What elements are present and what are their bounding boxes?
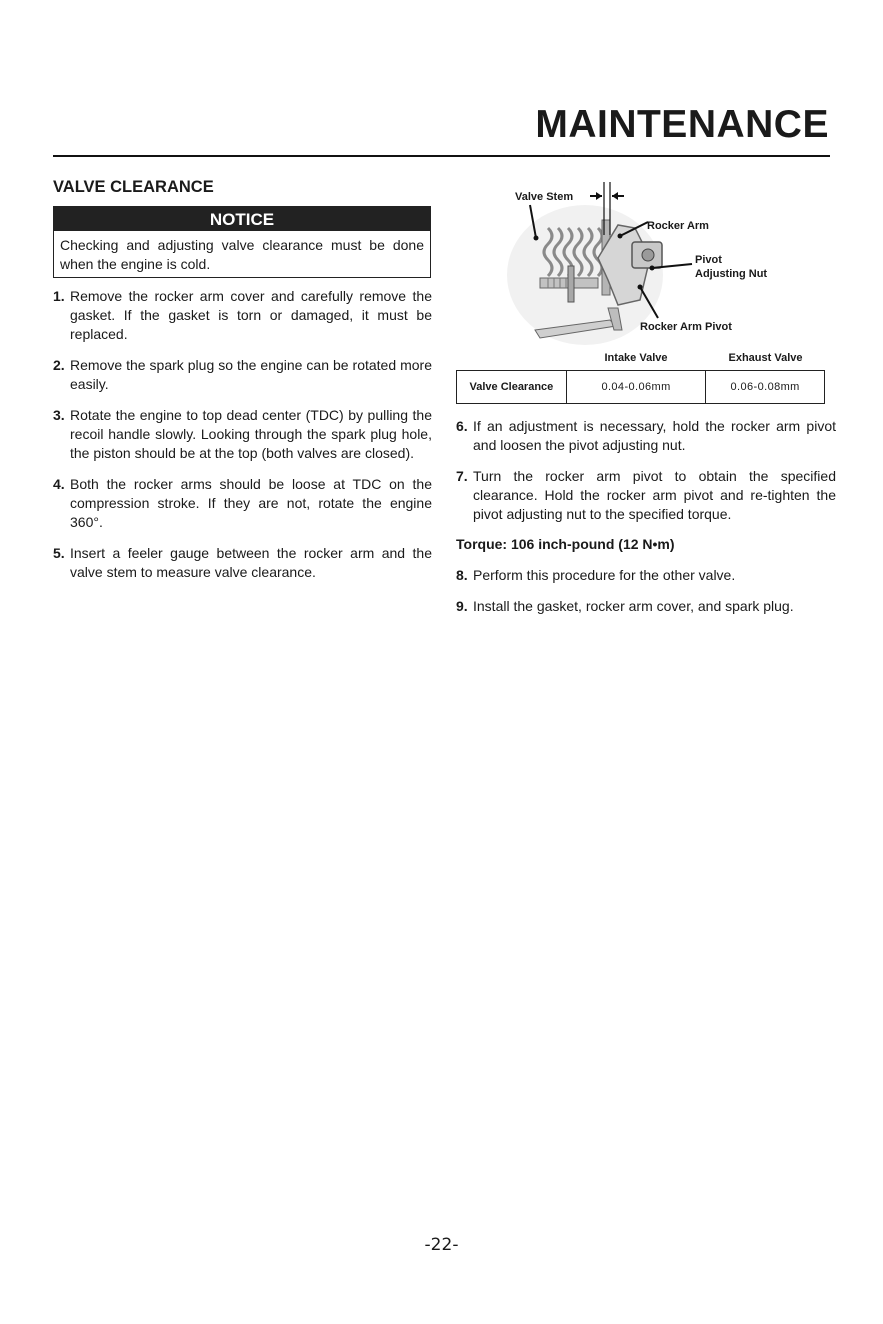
step-5 <box>53 544 432 582</box>
step-text: Rotate the engine to top dead center (TDC) by pulling the recoil handle slowly. Looking through the spark plug hole, the piston should be at the top (both valves are closed). <box>70 407 432 461</box>
torque-spec: Torque: 106 inch-pound (12 N•m) <box>456 536 675 552</box>
step-number: 8. <box>456 567 468 583</box>
step-4 <box>53 475 432 532</box>
step-2 <box>53 356 432 394</box>
cell-intake-clearance: 0.04-0.06mm <box>567 371 706 403</box>
step-3 <box>53 406 432 463</box>
step-number: 3. <box>53 407 65 423</box>
step-text: Install the gasket, rocker arm cover, and spark plug. <box>473 598 794 614</box>
column-header-intake: Intake Valve <box>604 352 668 364</box>
step-text: Remove the rocker arm cover and carefully remove the gasket. If the gasket is torn or damaged, it must be replaced. <box>70 288 432 342</box>
label-valve-stem: Valve Stem <box>515 191 574 203</box>
steps-left-column <box>53 287 432 594</box>
notice-text: Checking and adjusting valve clearance must be done when the engine is cold. <box>60 237 424 272</box>
step-number: 4. <box>53 476 65 492</box>
step-number: 1. <box>53 288 65 304</box>
step-number: 6. <box>456 418 468 434</box>
step-text: Turn the rocker arm pivot to obtain the specified clearance. Hold the rocker arm pivot and re-tighten the pivot adjusting nut to the specified torque. <box>473 468 836 522</box>
step-8 <box>456 566 836 585</box>
column-header-exhaust: Exhaust Valve <box>728 352 803 364</box>
label-rocker-arm: Rocker Arm <box>647 220 709 232</box>
step-text: Both the rocker arms should be loose at TDC on the compression stroke. If they are not, rotate the engine 360°. <box>70 476 432 530</box>
page-title: MAINTENANCE <box>535 103 829 146</box>
row-label-valve-clearance: Valve Clearance <box>457 371 567 403</box>
section-heading: VALVE CLEARANCE <box>53 178 214 196</box>
step-1 <box>53 287 432 344</box>
table-row <box>456 370 825 404</box>
notice-box <box>53 206 431 278</box>
step-6 <box>456 417 836 455</box>
table-header-empty <box>456 350 566 370</box>
step-9 <box>456 597 836 616</box>
step-text: Perform this procedure for the other valve. <box>473 567 736 583</box>
label-rocker-arm-pivot: Rocker Arm Pivot <box>640 321 732 333</box>
valve-diagram <box>500 180 830 350</box>
step-number: 5. <box>53 545 65 561</box>
step-7 <box>456 467 836 524</box>
step-number: 9. <box>456 598 468 614</box>
step-text: Remove the spark plug so the engine can be rotated more easily. <box>70 357 432 392</box>
page-number: -22- <box>424 1235 459 1255</box>
step-number: 2. <box>53 357 65 373</box>
title-rule <box>53 155 830 157</box>
notice-label: NOTICE <box>54 207 430 231</box>
step-text: Insert a feeler gauge between the rocker arm and the valve stem to measure valve clearance. <box>70 545 432 580</box>
label-pivot: Pivot <box>695 254 722 266</box>
valve-clearance-table <box>456 350 825 404</box>
label-adjusting-nut: Adjusting Nut <box>695 268 768 280</box>
cell-exhaust-clearance: 0.06-0.08mm <box>730 381 800 393</box>
step-text: If an adjustment is necessary, hold the rocker arm pivot and loosen the pivot adjusting nut. <box>473 418 836 453</box>
table-header-row <box>456 350 825 370</box>
steps-right-column <box>456 417 836 628</box>
step-number: 7. <box>456 468 468 484</box>
